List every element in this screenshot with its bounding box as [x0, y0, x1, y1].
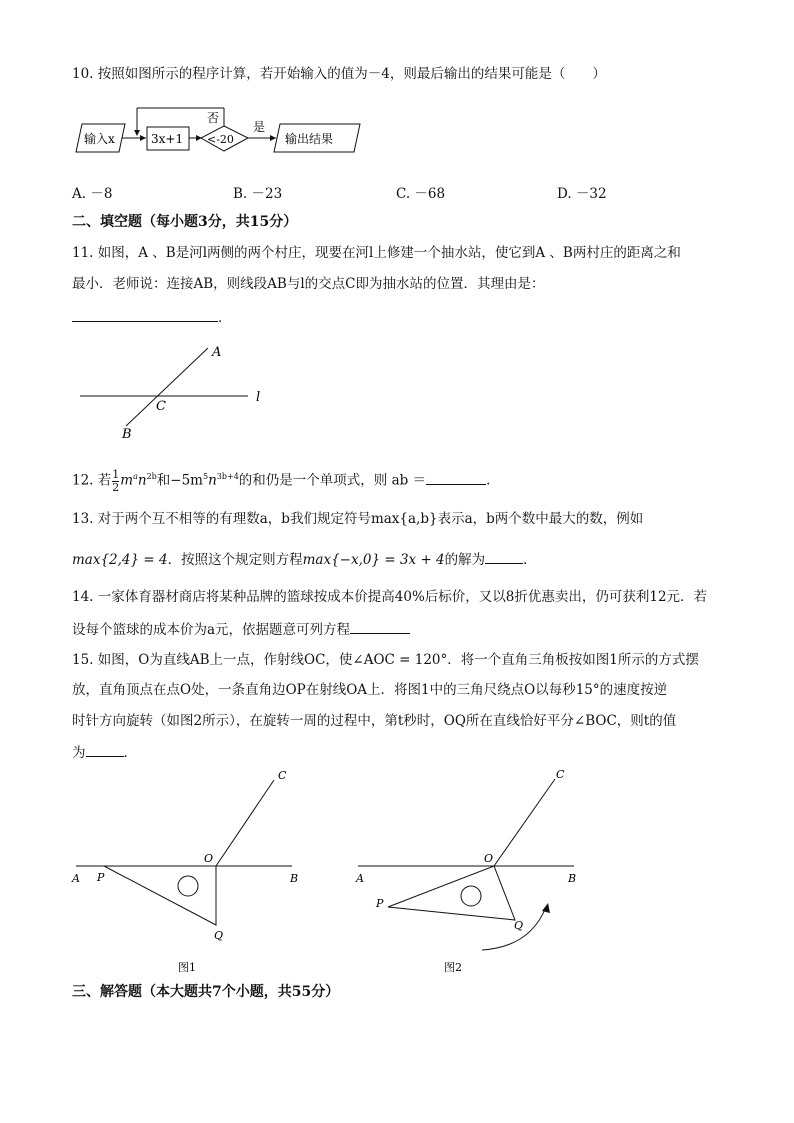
q12-blank[interactable] [426, 470, 486, 485]
flow-decision: <-20 [207, 133, 234, 146]
q15-figure-1 [66, 765, 316, 975]
q11-figure [76, 340, 276, 445]
q15-blank[interactable] [86, 742, 124, 757]
svg-text:A: A [356, 872, 364, 885]
q15-figure-2 [348, 765, 598, 975]
svg-text:C: C [156, 399, 166, 414]
flow-output: 输出结果 [285, 132, 334, 146]
q14-line1: 14. 一家体育器材商店将某种品牌的篮球按成本价提高40%后标价，又以8折优惠卖出，仍可获利12元．若 [72, 589, 708, 605]
q15-line3: 时针方向旋转（如图2所示），在旋转一周的过程中，第t秒时，OQ所在直线恰好平分∠BOC，则t的值 [72, 713, 677, 729]
svg-text:B: B [568, 872, 577, 885]
svg-text:P: P [97, 871, 105, 884]
svg-text:P: P [376, 897, 384, 910]
q10-option-a: A. －8 [72, 186, 113, 202]
q12-text: 12. 若 $\frac{1}{2}$ $m^an^{2b}$和$-5m^5n^{3b+4}$的和仍是一个单项式，则 ab ＝ ． [72, 467, 500, 494]
svg-text:Q: Q [514, 919, 524, 932]
figure-2-caption: 图2 [444, 961, 462, 974]
q15-line4: 为 ． [72, 742, 137, 763]
svg-text:A: A [212, 345, 222, 360]
flow-input: 输入x [84, 132, 115, 146]
flow-yes: 是 [253, 120, 266, 134]
svg-text:C: C [278, 769, 287, 782]
q10-option-b: B. －23 [233, 186, 283, 202]
q11-line2: 最小．老师说：连接AB，则线段AB与l的交点C即为抽水站的位置．其理由是： [72, 276, 545, 292]
q14-blank[interactable] [350, 619, 410, 634]
q13-line2: max{2,4} = 4．按照这个规定则方程max{−x,0} = 3x + 4的解为 ． [72, 549, 537, 570]
svg-text:A: A [72, 872, 80, 885]
svg-text:B: B [122, 427, 132, 442]
q10-flowchart [70, 100, 370, 160]
svg-text:l: l [256, 390, 261, 405]
figure-1-caption: 图1 [178, 961, 196, 974]
q10-option-c: C. －68 [396, 186, 446, 202]
svg-text:O: O [204, 852, 214, 865]
q11-blank[interactable] [72, 307, 218, 322]
section-3-title: 三、解答题（本大题共7个小题，共55分） [72, 984, 340, 1000]
q13-blank[interactable] [485, 549, 523, 564]
svg-text:Q: Q [214, 929, 224, 942]
q10-option-d: D. －32 [557, 186, 607, 202]
svg-text:O: O [484, 852, 494, 865]
q14-line2: 设每个篮球的成本价为a元，依据题意可列方程 [72, 619, 410, 640]
flow-process: 3x+1 [151, 132, 184, 146]
flow-no: 否 [207, 111, 220, 125]
svg-text:C: C [556, 768, 565, 781]
q11-answer-line: ． [72, 307, 232, 328]
svg-text:B: B [290, 872, 299, 885]
q11-line1: 11. 如图，A 、B是河l两侧的两个村庄，现要在河l上修建一个抽水站，使它到A 、B两村庄的距离之和 [72, 245, 681, 261]
q15-line2: 放，直角顶点在点O处，一条直角边OP在射线OA上．将图1中的三角尺绕点O以每秒15°的速度按逆 [72, 682, 668, 698]
q15-line1: 15. 如图，O为直线AB上一点，作射线OC，使∠AOC = 120°．将一个直角三角板按如图1所示的方式摆 [72, 652, 699, 668]
q13-line1: 13. 对于两个互不相等的有理数a，b我们规定符号max{a,b}表示a，b两个数中最大的数，例如 [72, 511, 644, 527]
section-2-title: 二、填空题（每小题3分，共15分） [72, 214, 298, 230]
q10-text: 10. 按照如图所示的程序计算，若开始输入的值为－4，则最后输出的结果可能是（ ） [72, 66, 606, 82]
